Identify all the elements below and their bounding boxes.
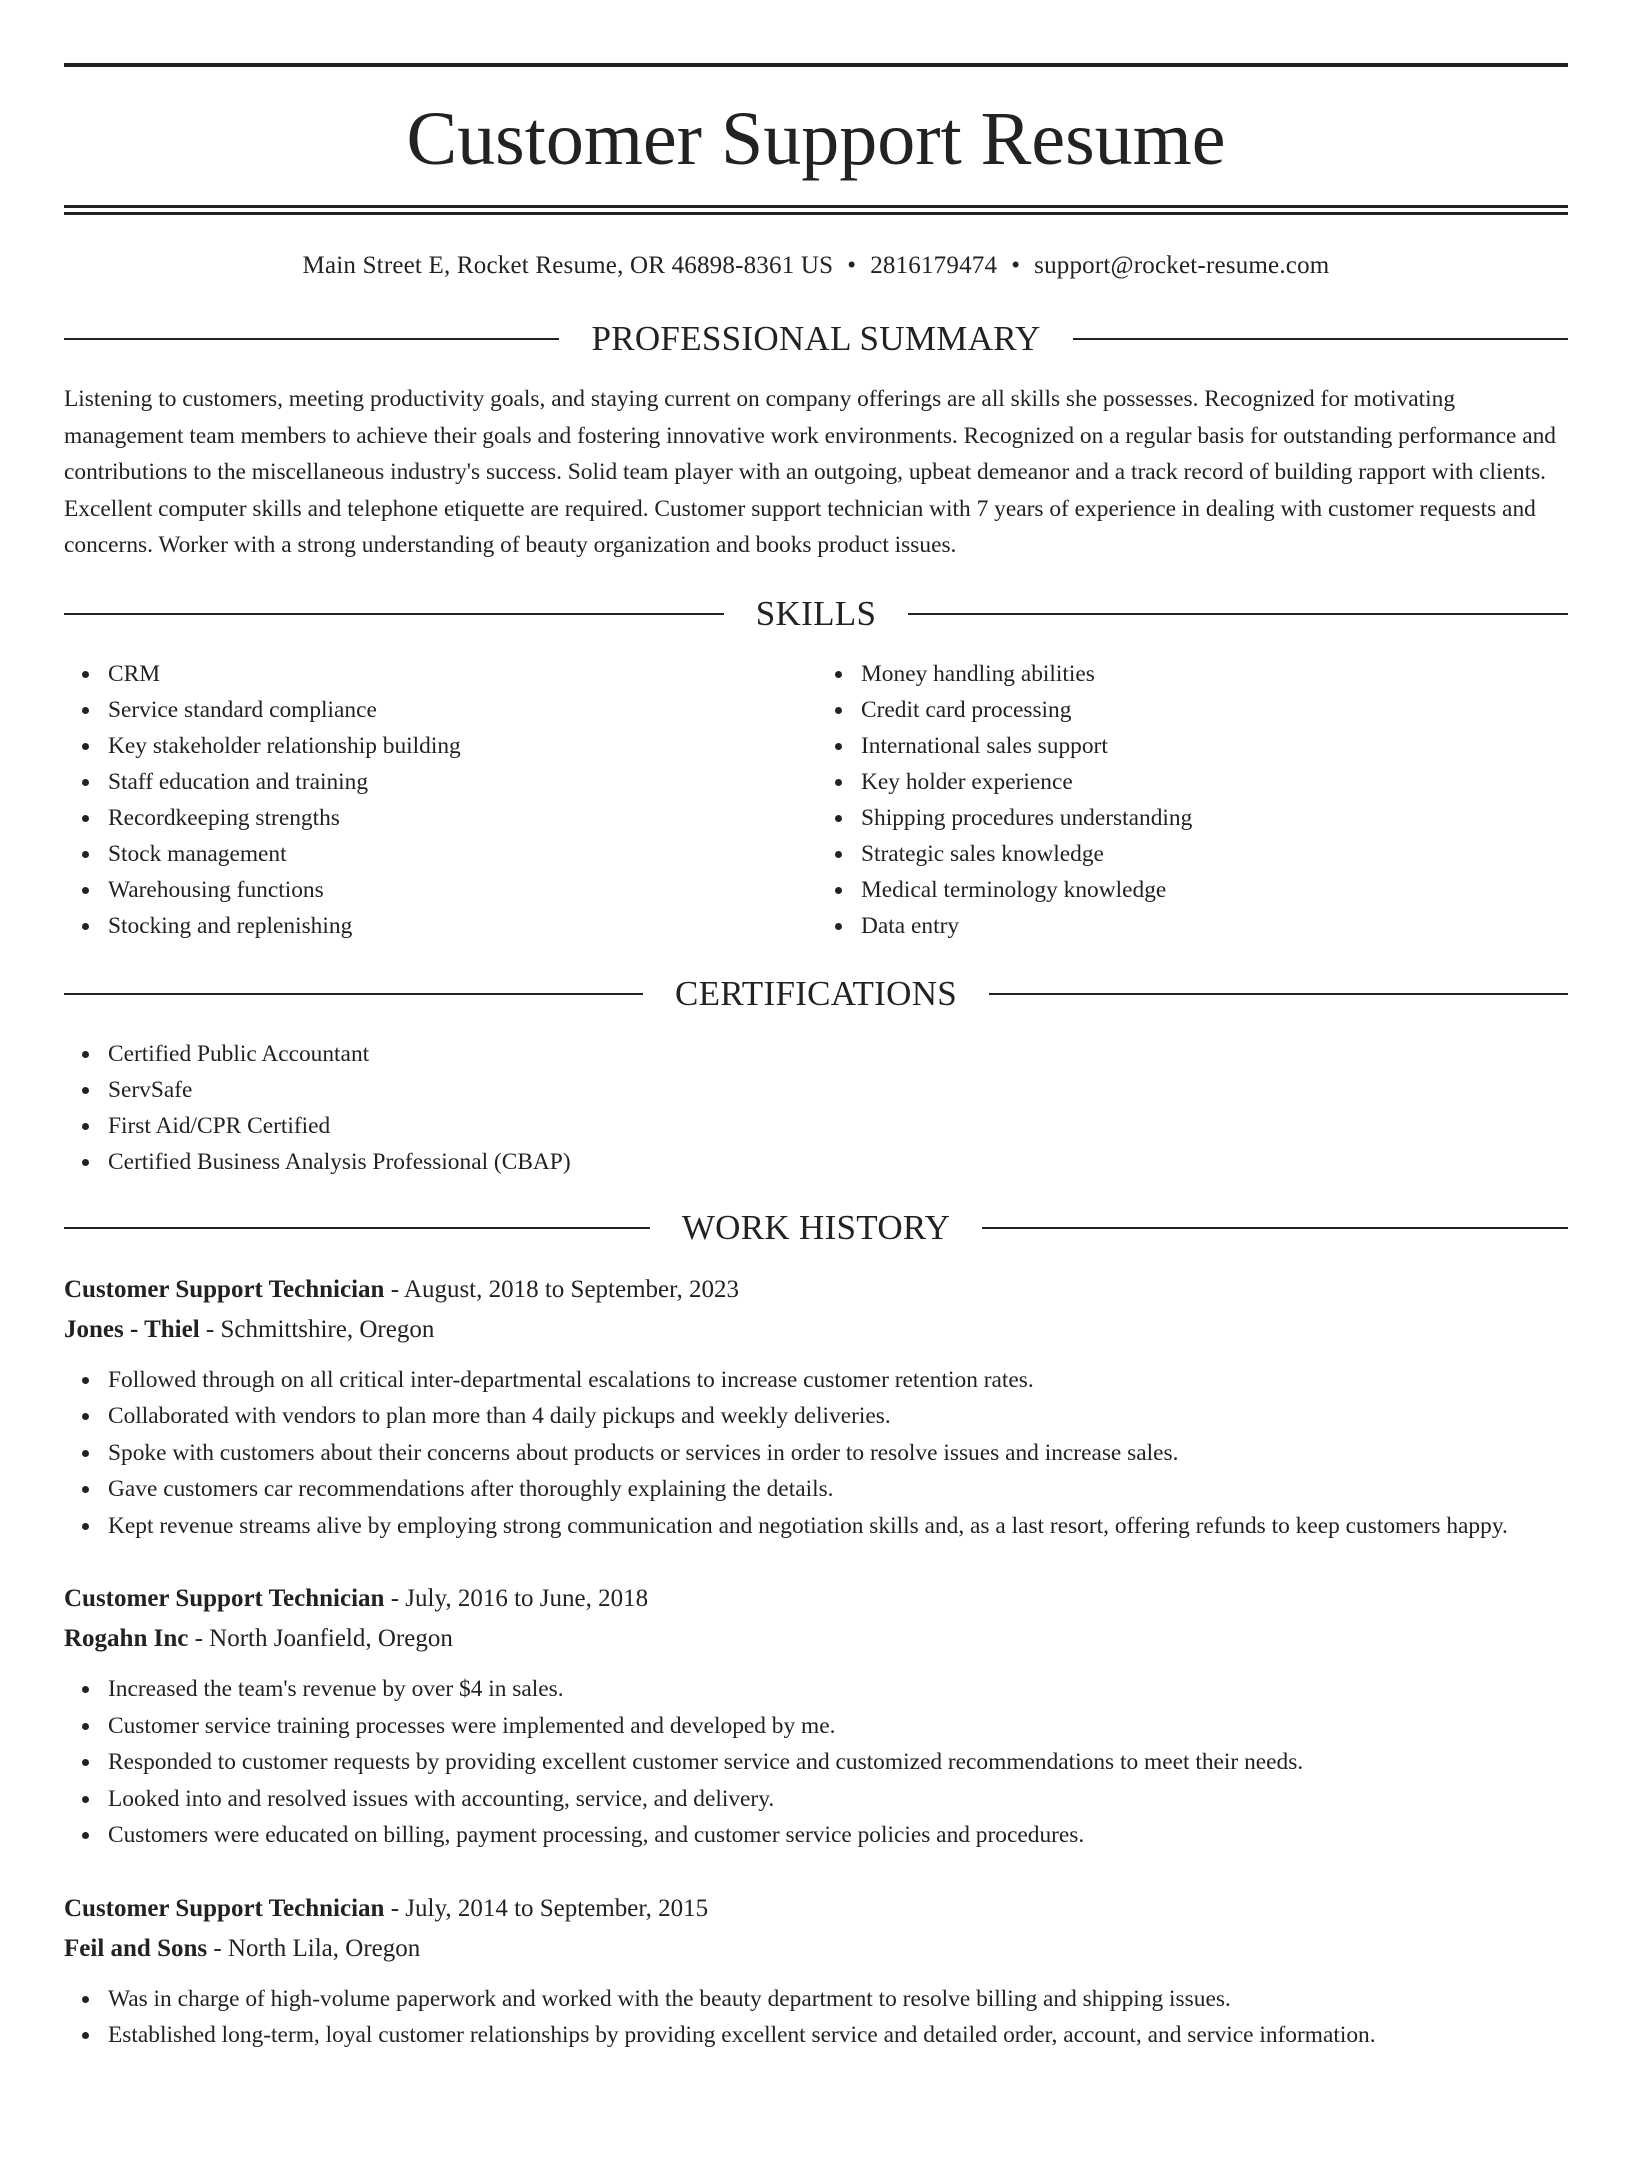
job-bullet: Was in charge of high-volume paperwork and worked with the beauty department to resolve billing and shipping issues. — [108, 1981, 1568, 2018]
job-title: Customer Support Technician — [64, 1585, 385, 1612]
skill-item: Credit card processing — [861, 692, 1568, 728]
skill-item: Shipping procedures understanding — [861, 800, 1568, 836]
job-bullets — [64, 1671, 1568, 1854]
job-bullet: Collaborated with vendors to plan more than 4 daily pickups and weekly deliveries. — [108, 1398, 1568, 1435]
section-heading-certifications — [64, 974, 1568, 1014]
job-title-line — [64, 1889, 1568, 1929]
job-title: Customer Support Technician — [64, 1894, 385, 1922]
job-title-line — [64, 1270, 1568, 1310]
heading-rule-left — [64, 993, 643, 995]
job-dates: - August, 2018 to September, 2023 — [384, 1275, 739, 1303]
section-heading-work-history — [64, 1208, 1568, 1248]
section-title: PROFESSIONAL SUMMARY — [591, 319, 1041, 358]
job-entry — [64, 1889, 1568, 2054]
job-location: - North Joanfield, Oregon — [188, 1625, 453, 1652]
skill-item: Money handling abilities — [861, 656, 1568, 692]
resume-page — [0, 63, 1632, 2175]
certification-item: ServSafe — [108, 1072, 1568, 1108]
skill-item: CRM — [108, 656, 815, 692]
heading-rule-left — [64, 613, 724, 615]
job-company: Jones - Thiel — [64, 1315, 200, 1343]
section-title: CERTIFICATIONS — [674, 973, 958, 1013]
job-entry — [64, 1579, 1568, 1854]
skills-list-right — [815, 656, 1568, 944]
contact-address: Main Street E, Rocket Resume, OR 46898-8361 US — [302, 252, 834, 279]
job-title: Customer Support Technician — [64, 1275, 385, 1303]
job-entry — [64, 1270, 1568, 1545]
skills-list-left — [64, 656, 815, 944]
job-bullet: Increased the team's revenue by over $4 in sales. — [108, 1671, 1568, 1708]
section-heading-skills — [64, 594, 1568, 634]
skill-item: Stock management — [108, 836, 815, 872]
skill-item: Service standard compliance — [108, 692, 815, 728]
certification-item: Certified Business Analysis Professional (CBAP) — [108, 1144, 1568, 1180]
resume-title: Customer Support Resume — [406, 97, 1226, 181]
heading-rule-right — [908, 613, 1568, 615]
skill-item: Recordkeeping strengths — [108, 800, 815, 836]
skill-item: Medical terminology knowledge — [861, 872, 1568, 908]
job-dates: - July, 2016 to June, 2018 — [384, 1585, 649, 1612]
job-bullet: Customer service training processes were implemented and developed by me. — [108, 1708, 1568, 1745]
job-company-line — [64, 1929, 1568, 1969]
contact-phone: 2816179474 — [870, 252, 998, 279]
summary-text: Listening to customers, meeting productivity goals, and staying current on company offerings are all skills she possesses. Recognized for motivating management team members to achieve their goals and fostering innovative work environments. Recognized on a regular basis for outstanding performance and contributions to the miscellaneous industry's success. Solid team player with an outgoing, upbeat demeanor and a track record of building rapport with clients. Excellent computer skills and telephone etiquette are required. Customer support technician with 7 years of experience in dealing with customer requests and concerns. Worker with a strong understanding of beauty organization and books product issues. — [64, 386, 1556, 558]
contact-separator: • — [847, 252, 857, 279]
heading-rule-left — [64, 338, 559, 340]
job-bullet: Established long-term, loyal customer relationships by providing excellent service and detailed order, account, and service information. — [108, 2017, 1568, 2054]
job-company-line — [64, 1619, 1568, 1659]
job-bullet: Looked into and resolved issues with accounting, service, and delivery. — [108, 1781, 1568, 1818]
certifications-list — [64, 1036, 1568, 1180]
skill-item: International sales support — [861, 728, 1568, 764]
section-title: WORK HISTORY — [681, 1207, 951, 1247]
skill-item: Stocking and replenishing — [108, 908, 815, 944]
job-company: Rogahn Inc — [64, 1625, 189, 1652]
skill-item: Strategic sales knowledge — [861, 836, 1568, 872]
job-bullet: Followed through on all critical inter-departmental escalations to increase customer retention rates. — [108, 1362, 1568, 1399]
job-title-line — [64, 1579, 1568, 1619]
heading-rule-left — [64, 1227, 650, 1229]
job-bullets — [64, 1362, 1568, 1545]
job-bullet: Customers were educated on billing, payment processing, and customer service policies and procedures. — [108, 1817, 1568, 1854]
contact-line — [64, 251, 1568, 281]
top-rule — [64, 63, 1568, 67]
contact-separator: • — [1011, 252, 1021, 279]
job-company: Feil and Sons — [64, 1934, 208, 1962]
job-company-line — [64, 1310, 1568, 1350]
job-bullet: Gave customers car recommendations after thoroughly explaining the details. — [108, 1471, 1568, 1508]
job-dates: - July, 2014 to September, 2015 — [384, 1894, 709, 1922]
job-bullet: Kept revenue streams alive by employing strong communication and negotiation skills and, as a last resort, offering refunds to keep customers happy. — [108, 1508, 1568, 1545]
skill-item: Warehousing functions — [108, 872, 815, 908]
heading-rule-right — [982, 1227, 1568, 1229]
certification-item: Certified Public Accountant — [108, 1036, 1568, 1072]
skill-item: Data entry — [861, 908, 1568, 944]
job-bullet: Responded to customer requests by providing excellent customer service and customized recommendations to meet their needs. — [108, 1744, 1568, 1781]
heading-rule-right — [989, 993, 1568, 995]
section-heading-summary — [64, 319, 1568, 359]
skill-item: Key stakeholder relationship building — [108, 728, 815, 764]
skills-grid — [64, 656, 1568, 944]
skill-item: Staff education and training — [108, 764, 815, 800]
title-double-rule — [64, 205, 1568, 215]
skill-item: Key holder experience — [861, 764, 1568, 800]
certification-item: First Aid/CPR Certified — [108, 1108, 1568, 1144]
contact-email: support@rocket-resume.com — [1034, 252, 1330, 279]
job-location: - Schmittshire, Oregon — [199, 1315, 435, 1343]
heading-rule-right — [1073, 338, 1568, 340]
job-bullets — [64, 1981, 1568, 2054]
section-title: SKILLS — [755, 593, 877, 633]
job-bullet: Spoke with customers about their concerns about products or services in order to resolve issues and increase sales. — [108, 1435, 1568, 1472]
job-location: - North Lila, Oregon — [207, 1934, 421, 1962]
